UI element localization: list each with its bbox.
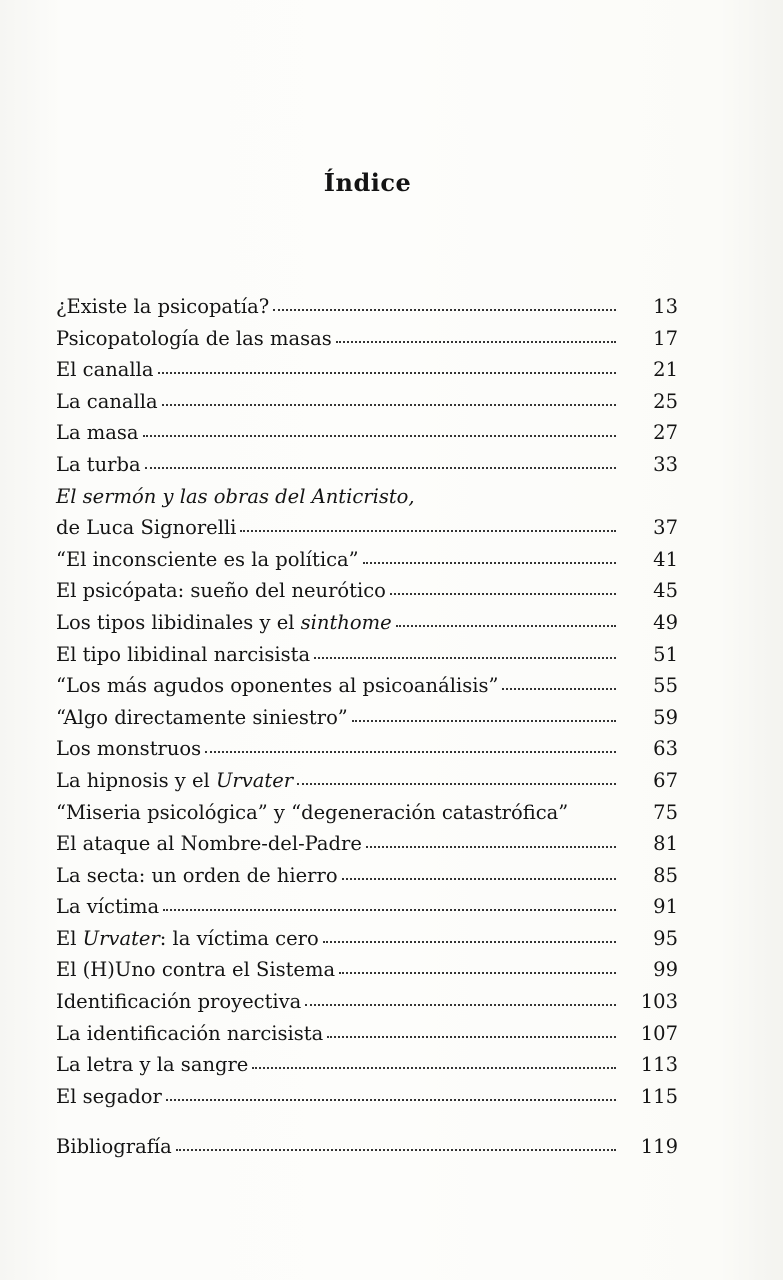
toc-entry: [56, 670, 678, 702]
toc-entry-page: 45: [653, 579, 678, 603]
dot-leader: [342, 878, 616, 880]
toc-entry: [56, 544, 678, 576]
toc-entry-page: 75: [653, 800, 678, 824]
page-title: Índice: [323, 168, 412, 197]
dot-leader: [240, 530, 616, 532]
toc-entry: [56, 765, 678, 797]
toc-entry-page: 81: [653, 832, 678, 856]
toc-entry-label: Psicopatología de las masas: [56, 326, 332, 350]
dot-leader: [252, 1067, 616, 1069]
bibliography-label: Bibliografía: [56, 1135, 172, 1158]
toc-entry-page: 99: [653, 958, 678, 982]
dot-leader: [352, 720, 616, 722]
toc-entry-page: 91: [653, 895, 678, 919]
toc-entry: [56, 449, 678, 481]
toc-entry-label: “Algo directamente siniestro”: [56, 705, 348, 729]
toc-entry-page: 21: [653, 358, 678, 382]
dot-leader: [143, 435, 616, 437]
toc-entry: [56, 512, 678, 544]
toc-entry-label: El canalla: [56, 358, 154, 382]
toc-entry-label: ¿Existe la psicopatía?: [56, 295, 270, 318]
dot-leader: [502, 688, 616, 690]
toc-entry: [56, 860, 678, 892]
dot-leader: [323, 941, 616, 943]
table-of-contents: [56, 291, 678, 1112]
dot-leader: [396, 625, 616, 627]
dot-leader: [176, 1149, 616, 1151]
dot-leader: [339, 972, 616, 974]
bibliography-entry: [56, 1131, 678, 1163]
dot-leader: [166, 1099, 616, 1101]
toc-entry-page: 59: [653, 705, 678, 729]
toc-entry: [56, 891, 678, 923]
toc-entry: [56, 797, 678, 829]
bibliography-entry-block: [56, 1131, 678, 1163]
toc-entry-label-text: : la víctima cero: [159, 926, 319, 950]
dot-leader: [205, 751, 616, 753]
toc-entry-label-italic: Urvater: [216, 768, 294, 792]
dot-leader: [314, 657, 616, 659]
toc-entry-page: 37: [653, 516, 678, 540]
toc-entry-page: 33: [653, 452, 678, 476]
toc-entry-label: El sermón y las obras del Anticristo,: [56, 484, 415, 508]
toc-entry-page: 17: [653, 326, 678, 350]
dot-leader: [363, 562, 616, 564]
toc-entry: [56, 702, 678, 734]
toc-entry-label: El segador: [56, 1084, 162, 1108]
toc-entry-label: Identificación proyectiva: [56, 990, 302, 1014]
toc-entry-label: [56, 923, 319, 955]
toc-entry: [56, 954, 678, 986]
toc-entry-page: 95: [653, 926, 678, 950]
toc-entry-label-text: El: [56, 926, 83, 950]
toc-entry: [56, 1081, 678, 1113]
toc-entry-label: “Miseria psicológica” y “degeneración catastrófica”: [56, 800, 569, 824]
toc-entry-label: “El inconsciente es la política”: [56, 547, 359, 571]
toc-entry-label: El tipo libidinal narcisista: [56, 642, 311, 666]
toc-entry-label-text: La hipnosis y el: [56, 768, 216, 792]
dot-leader: [145, 467, 616, 469]
toc-entry: [56, 575, 678, 607]
toc-entry-label: Los monstruos: [56, 737, 202, 761]
toc-entry-label: La masa: [56, 421, 139, 445]
toc-entry-page: 51: [653, 642, 678, 666]
dot-leader: [390, 593, 616, 595]
toc-entry: [56, 639, 678, 671]
dot-leader: [336, 341, 616, 343]
toc-entry-label: El ataque al Nombre-del-Padre: [56, 832, 362, 856]
toc-entry: [56, 1049, 678, 1081]
toc-entry-label-italic: Urvater: [82, 926, 160, 950]
toc-entry-label: La canalla: [56, 389, 158, 413]
toc-entry-page: 103: [640, 990, 678, 1014]
toc-entry: [56, 481, 678, 513]
dot-leader: [305, 1004, 616, 1006]
toc-entry-label: [56, 607, 392, 639]
toc-entry-page: 63: [653, 737, 678, 761]
toc-entry-page: 115: [640, 1084, 678, 1108]
toc-entry-page: 41: [653, 547, 678, 571]
dot-leader: [366, 846, 616, 848]
toc-entry-page: 25: [653, 389, 678, 413]
toc-entry-label: La secta: un orden de hierro: [56, 863, 338, 887]
toc-entry: [56, 1018, 678, 1050]
toc-entry: [56, 828, 678, 860]
toc-entry-label: La identificación narcisista: [56, 1021, 324, 1045]
toc-entry: [56, 417, 678, 449]
toc-entry-page: 49: [653, 610, 678, 634]
toc-entry-page: 85: [653, 863, 678, 887]
toc-entry: [56, 323, 678, 355]
toc-entry-label: “Los más agudos oponentes al psicoanálisis”: [56, 674, 499, 698]
toc-entry: [56, 986, 678, 1018]
toc-entry: [56, 923, 678, 955]
toc-entry-page: 55: [653, 674, 678, 698]
dot-leader: [327, 1036, 616, 1038]
toc-entry-page: 113: [640, 1053, 678, 1077]
toc-entry-label: La letra y la sangre: [56, 1053, 249, 1077]
dot-leader: [163, 909, 616, 911]
toc-entry-page: 13: [653, 295, 678, 318]
toc-entry-label: La víctima: [56, 895, 160, 919]
toc-entry-label: [56, 765, 293, 797]
toc-entry: [56, 733, 678, 765]
toc-entry-label: El (H)Uno contra el Sistema: [56, 958, 336, 982]
toc-entry-label: La turba: [56, 452, 141, 476]
toc-entry-page: 107: [640, 1021, 678, 1045]
dot-leader: [297, 783, 616, 785]
dot-leader: [162, 404, 616, 406]
dot-leader: [273, 309, 616, 311]
dot-leader: [158, 372, 617, 374]
toc-entry: [56, 291, 678, 323]
toc-entry: [56, 354, 678, 386]
toc-entry-label: El psicópata: sueño del neurótico: [56, 579, 386, 603]
toc-entry-page: 27: [653, 421, 678, 445]
toc-entry-label: de Luca Signorelli: [56, 516, 237, 540]
toc-entry: [56, 386, 678, 418]
toc-entry-label-text: Los tipos libidinales y el: [56, 610, 301, 634]
toc-entry: [56, 607, 678, 639]
toc-entry-page: 67: [653, 768, 678, 792]
toc-entry-label-italic: sinthome: [300, 610, 392, 634]
bibliography-page: 119: [640, 1135, 678, 1158]
